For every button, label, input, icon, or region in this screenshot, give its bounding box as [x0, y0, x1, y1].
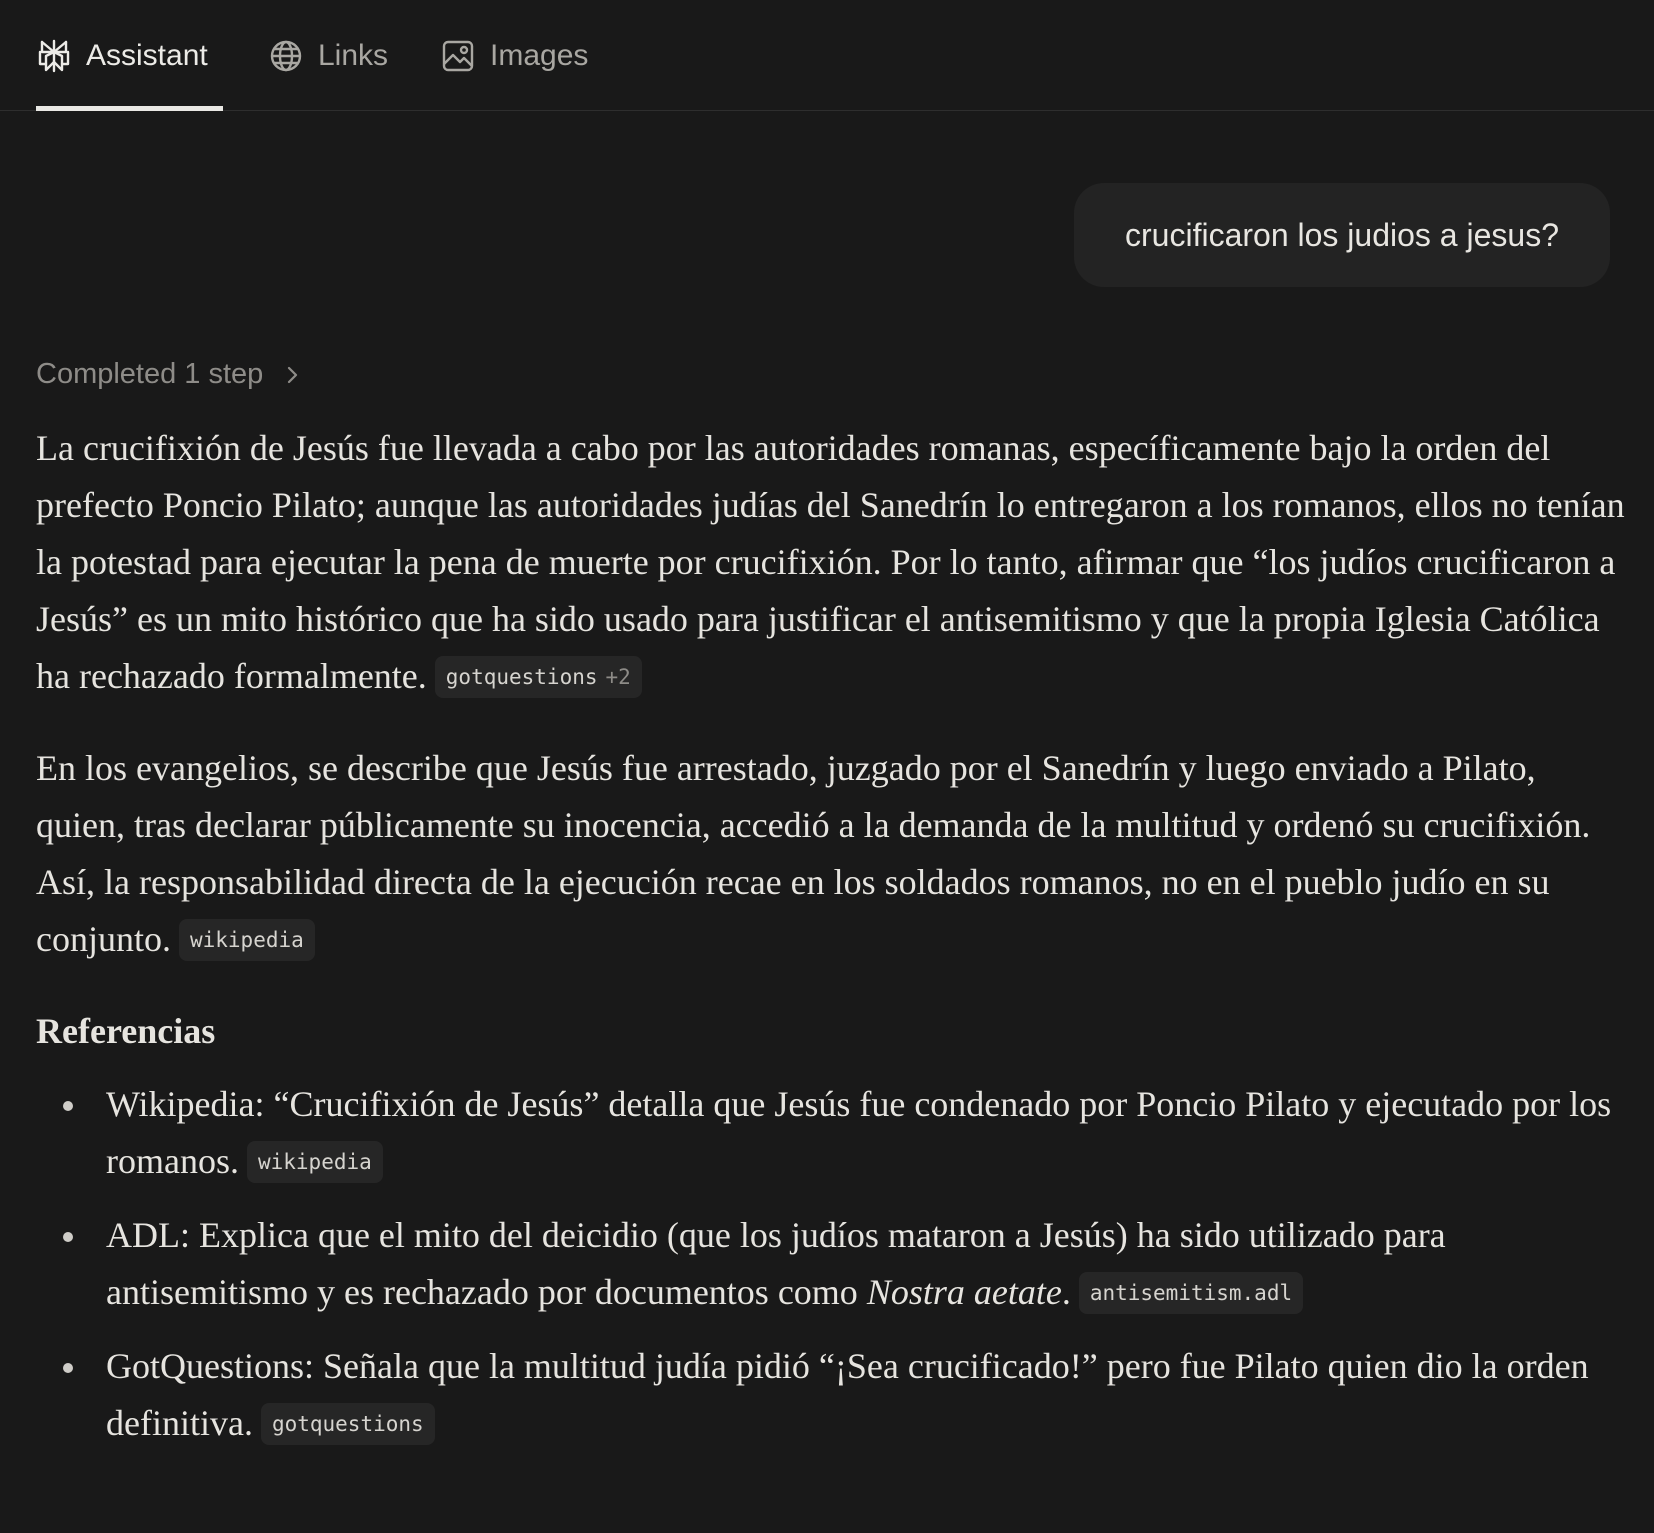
citation-more-count: +2 — [605, 665, 631, 689]
references-list — [36, 1076, 1626, 1452]
tab-assistant[interactable] — [36, 0, 208, 111]
reference-text: ADL: Explica que el mito del deicidio (que los judíos mataron a Jesús) ha sido utilizado para antisemitismo y es rechazado por documentos como — [106, 1215, 1446, 1312]
tab-links-label: Links — [318, 38, 389, 72]
chevron-right-icon — [281, 364, 303, 386]
list-item — [106, 1076, 1626, 1190]
reference-italic-title: Nostra aetate — [866, 1272, 1062, 1312]
reference-text-end: . — [1061, 1272, 1071, 1312]
answer-paragraph-text: En los evangelios, se describe que Jesús fue arrestado, juzgado por el Sanedrín y luego enviado a Pilato, quien, tras declarar públicamente su inocencia, accedió a la demanda de la multitud y ordenó su crucifixión. Así, la responsabilidad directa de la ejecución recae en los soldados romanos, no en el pueblo judío en su conjunto. — [36, 748, 1591, 959]
tab-assistant-label: Assistant — [86, 38, 208, 72]
list-item — [106, 1338, 1626, 1452]
answer-paragraph-text: La crucifixión de Jesús fue llevada a cabo por las autoridades romanas, específicamente bajo la orden del prefecto Poncio Pilato; aunque las autoridades judías del Sanedrín lo entregaron a los romanos, ellos no tenían la potestad para ejecutar la pena de muerte por crucifixión. Por lo tanto, afirmar que “los judíos crucificaron a Jesús” es un mito histórico que ha sido usado para justificar el antisemitismo y que la propia Iglesia Católica ha rechazado formalmente. — [36, 428, 1625, 696]
answer-body — [36, 420, 1626, 1469]
answer-paragraph — [36, 420, 1626, 705]
tab-images[interactable] — [440, 0, 588, 111]
bullet-dot — [63, 1363, 73, 1373]
image-icon — [440, 38, 476, 74]
tab-images-label: Images — [490, 38, 589, 72]
citation-chip[interactable] — [435, 656, 642, 698]
citation-source: antisemitism.adl — [1089, 1281, 1293, 1305]
steps-toggle[interactable] — [36, 358, 303, 391]
citation-source: wikipedia — [257, 1150, 372, 1174]
bullet-dot — [63, 1232, 73, 1242]
steps-label: Completed 1 step — [36, 358, 264, 390]
list-item — [106, 1207, 1626, 1321]
perplexity-logo-icon — [36, 38, 72, 74]
user-message-bubble — [1074, 183, 1610, 287]
globe-icon — [268, 38, 304, 74]
tab-links[interactable] — [268, 0, 388, 111]
citation-chip[interactable] — [247, 1141, 383, 1183]
citation-source: wikipedia — [189, 928, 304, 952]
citation-chip[interactable] — [261, 1403, 435, 1445]
user-message-text: crucificaron los judios a jesus? — [1125, 216, 1559, 253]
citation-source: gotquestions — [271, 1412, 424, 1436]
answer-paragraph — [36, 740, 1626, 968]
citation-chip[interactable] — [1079, 1272, 1303, 1314]
active-tab-indicator — [36, 106, 223, 111]
references-heading: Referencias — [36, 1011, 216, 1051]
citation-source: gotquestions — [445, 665, 598, 689]
citation-chip[interactable] — [179, 919, 315, 961]
reference-text: GotQuestions: Señala que la multitud judía pidió “¡Sea crucificado!” pero fue Pilato quien dio la orden definitiva. — [106, 1346, 1589, 1443]
tab-bar — [0, 0, 1654, 111]
reference-text: Wikipedia: “Crucifixión de Jesús” detalla que Jesús fue condenado por Poncio Pilato y ejecutado por los romanos. — [106, 1084, 1612, 1181]
bullet-dot — [63, 1101, 73, 1111]
